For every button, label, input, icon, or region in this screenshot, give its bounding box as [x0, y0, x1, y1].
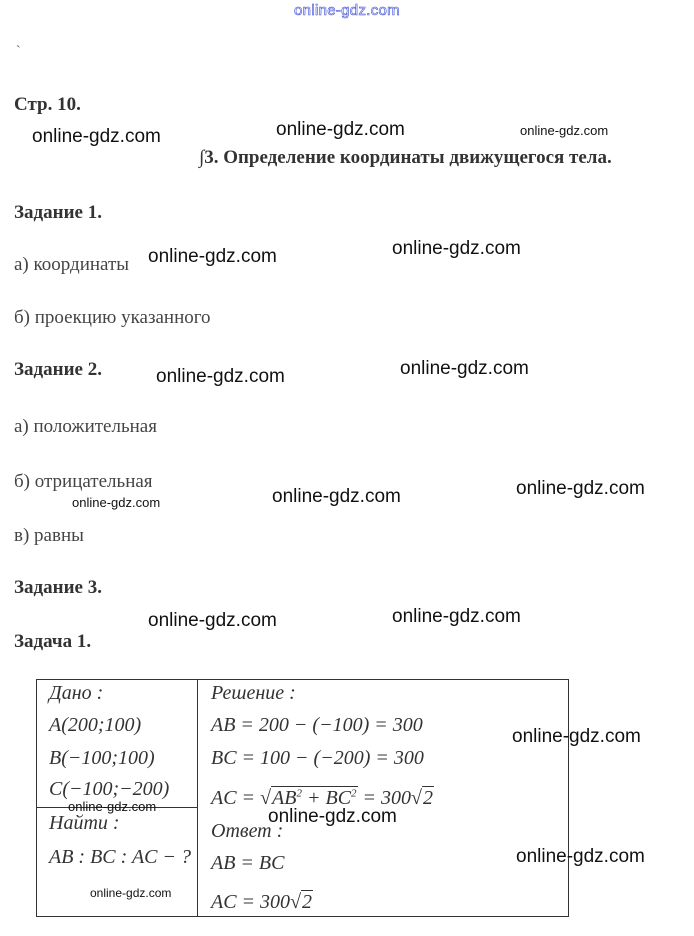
watermark: online-gdz.com — [148, 246, 277, 267]
solution-table — [36, 679, 569, 917]
find-expression: AB : BC : AC − ? — [49, 846, 192, 868]
watermark: online-gdz.com — [400, 358, 529, 379]
task2-answer-a: а) положительная — [14, 416, 157, 437]
watermark: online-gdz.com — [272, 486, 401, 507]
answer-line-2: AC = 300√2 — [211, 891, 313, 913]
given-label: Дано : — [49, 682, 104, 704]
watermark: online-gdz.com — [516, 478, 645, 499]
task1-answer-a: а) координаты — [14, 254, 130, 275]
answer-2-root: 2 — [302, 891, 313, 913]
ac-root: 2 — [423, 787, 434, 809]
table-column-divider — [197, 680, 198, 916]
site-header-watermark: online-gdz.com — [294, 2, 400, 19]
task3-heading: Задание 3. — [14, 577, 102, 598]
task2-answer-c: в) равны — [14, 525, 84, 546]
watermark: online-gdz.com — [520, 123, 609, 138]
watermark: online-gdz.com — [156, 366, 285, 387]
ac-power-1: 2 — [296, 787, 302, 800]
given-point-b: B(−100;100) — [49, 747, 155, 769]
watermark: online-gdz.com — [276, 119, 405, 140]
page-number: Стр. 10. — [14, 94, 81, 115]
answer-label: Ответ : — [211, 820, 284, 842]
solution-label: Решение : — [211, 682, 296, 704]
watermark: online-gdz.com — [32, 126, 161, 147]
watermark: online-gdz.com — [516, 846, 645, 867]
find-label: Найти : — [49, 812, 120, 834]
task2-heading: Задание 2. — [14, 359, 102, 380]
watermark: online-gdz.com — [392, 238, 521, 259]
ac-radicand-ab: AB — [272, 787, 297, 809]
watermark: online-gdz.com — [392, 606, 521, 627]
stray-mark: ` — [16, 44, 21, 59]
task2-answer-b: б) отрицательная — [14, 471, 153, 492]
solution-line-ac: AC = $√AB^2 + BC^2 = 300√2$ — [211, 787, 434, 809]
ac-radicand-bc: + BC — [306, 787, 352, 809]
watermark: online-gdz.com — [512, 726, 641, 747]
watermark: online-gdz.com — [268, 806, 397, 827]
section-title: ∫3. Определение координаты движущегося тела. — [199, 147, 612, 168]
ac-lhs: AC = — [211, 787, 256, 809]
given-point-c: C(−100;−200) — [49, 778, 170, 800]
watermark: online-gdz.com — [90, 886, 172, 900]
ac-rhs: = 300 — [362, 787, 412, 809]
answer-2-lhs: AC = 300 — [211, 891, 291, 913]
given-point-a: A(200;100) — [49, 714, 142, 736]
answer-line-1: AB = BC — [211, 852, 285, 874]
solution-line-ab: AB = 200 − (−100) = 300 — [211, 714, 423, 736]
ac-power-2: 2 — [351, 787, 357, 800]
task1-answer-b: б) проекцию указанного — [14, 307, 211, 328]
watermark: online-gdz.com — [72, 495, 161, 510]
problem1-heading: Задача 1. — [14, 631, 92, 652]
solution-line-bc: BC = 100 − (−200) = 300 — [211, 747, 424, 769]
watermark: online-gdz.com — [68, 799, 157, 814]
task1-heading: Задание 1. — [14, 202, 102, 223]
watermark: online-gdz.com — [148, 610, 277, 631]
